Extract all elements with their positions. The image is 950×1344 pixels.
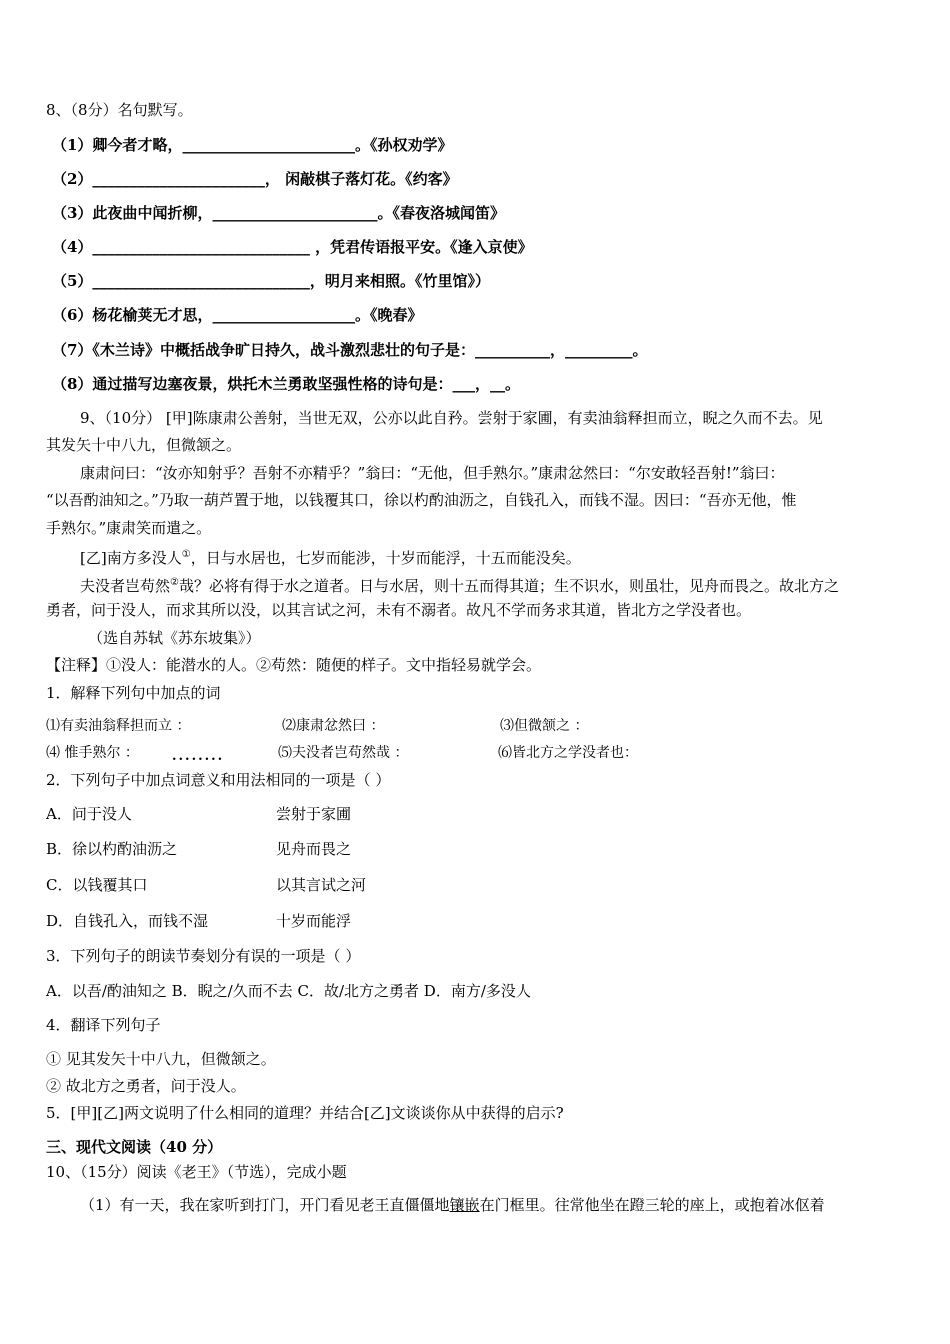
q9-s1-title: 1．解释下列句中加点的词 — [46, 684, 221, 702]
q10-header: 10、（15分）阅读《老王》（节选），完成小题 — [46, 1163, 347, 1181]
q9-s1-item-3: ⑶但微颔之 ： — [500, 718, 589, 734]
q9-p3-post: ，日与水居也，七岁而能涉，十岁而能浮，十五而能没矣。 — [190, 549, 581, 567]
q10-p1-pre: （1）有一天，我在家听到打门，开门看见老王直僵僵地 — [80, 1196, 450, 1214]
q8-item-8: （8）通过描写边塞夜景，烘托木兰勇敢坚强性格的诗句是：___，__。 — [52, 375, 520, 393]
q9-s1-item-4: ⑷ 惟手熟尔 ： — [46, 745, 139, 761]
q8-item-2: （2）_______________________， 闲敲棋子落灯花。《约客》 — [52, 170, 458, 188]
q8-item-3: （3）此夜曲中闻折柳，______________________。《春夜洛城闻笛》 — [52, 204, 505, 222]
q9-p4-post: 哉？必将有得于水之道者。日与水居，则十五而得其道；生不识水，则虽壮，见舟而畏之。故北方之 — [178, 577, 839, 595]
q10-p1-underlined: 镶嵌 — [449, 1196, 480, 1214]
q9-passage-line-1: 9、（10分） [甲]陈康肃公善射，当世无双，公亦以此自矜。尝射于家圃，有卖油翁释担而立，睨之久而不去。见 — [80, 409, 823, 427]
q9-s1-item-5: ⑸夫没者岂苟然哉 ： — [278, 745, 409, 761]
q9-note: 【注释】①没人：能潜水的人。②苟然：随便的样子。文中指轻易就学会。 — [46, 656, 542, 674]
q8-header: 8、（8分）名句默写。 — [46, 101, 193, 119]
footnote-ref-1: ① — [181, 549, 191, 560]
q9-passage-line-2: 其发矢十中八九，但微颔之。 — [46, 436, 242, 454]
q9-s2-option-d-right: 十岁而能浮 — [276, 912, 352, 930]
q9-s4-item-1: ① 见其发矢十中八九，但微颔之。 — [46, 1050, 276, 1068]
q9-s2-option-d-left: D．自钱孔入，而钱不湿 — [46, 912, 209, 930]
q8-item-1: （1）卿今者才略，_______________________。《孙权劝学》 — [52, 136, 453, 154]
q9-passage-line-5: 手熟尔。”康肃笑而遣之。 — [46, 519, 212, 537]
q9-passage-line-7 — [80, 573, 839, 596]
q9-s2-option-c-left: C．以钱覆其口 — [46, 876, 148, 894]
q9-s3-title: 3．下列句子的朗读节奏划分有误的一项是（ ） — [46, 947, 361, 965]
q10-passage-line-1 — [80, 1195, 825, 1215]
q9-passage-line-8: 勇者，问于没人，而求其所以没，以其言试之河，未有不溺者。故凡不学而务求其道，皆北方之学没者也。 — [46, 601, 752, 619]
q9-s1-item-2: ⑵康肃忿然曰 ： — [282, 718, 385, 734]
q9-s2-option-c-right: 以其言试之河 — [276, 876, 367, 894]
q9-s2-title: 2．下列句子中加点词意义和用法相同的一项是（ ） — [46, 771, 391, 789]
q8-item-4: （4）_____________________________ ，凭君传语报平安。《逢入京使》 — [52, 238, 533, 256]
q9-passage-line-3: 康肃问曰：“汝亦知射乎？吾射不亦精乎？”翁曰：“无他，但手熟尔。”康肃忿然曰：“尔安敢轻吾射!”翁曰： — [80, 464, 785, 482]
footnote-ref-2: ② — [170, 577, 179, 588]
q9-p3-pre: [乙]南方多没人 — [80, 549, 182, 567]
q8-item-7: （7）《木兰诗》中概括战争旷日持久，战斗激烈悲壮的句子是：__________，_________。 — [52, 341, 648, 359]
q9-s1-item-1: ⑴有卖油翁释担而立 ： — [46, 718, 191, 734]
q9-source: （选自苏轼《苏东坡集》） — [88, 629, 261, 647]
q8-item-6: （6）杨花榆荚无才思，___________________。《晚春》 — [52, 306, 423, 324]
q10-p1-post: 在门框里。往常他坐在蹬三轮的座上，或抱着冰伛着 — [479, 1196, 825, 1214]
q9-p4-pre: 夫没者岂苟然 — [80, 577, 171, 595]
q9-s5-title: 5．[甲][乙]两文说明了什么相同的道理？并结合[乙]文谈谈你从中获得的启示? — [46, 1104, 564, 1122]
emphasis-dots: ........ — [172, 749, 225, 764]
q9-passage-line-6 — [80, 545, 581, 568]
q8-item-5: （5）_____________________________，明月来相照。《竹里馆》） — [52, 272, 490, 290]
q9-s4-title: 4．翻译下列句子 — [46, 1016, 161, 1034]
q9-s2-option-a-left: A．问于没人 — [46, 805, 132, 823]
q9-s3-options: A．以吾/酌油知之 B．睨之/久而不去 C．故/北方之勇者 D．南方/多没人 — [46, 982, 531, 1000]
q9-s1-item-6: ⑹皆北方之学没者也： — [498, 745, 638, 761]
q9-s2-option-b-left: B．徐以杓酌油沥之 — [46, 840, 178, 858]
q9-s2-option-a-right: 尝射于家圃 — [276, 805, 352, 823]
q9-passage-line-4: “以吾酌油知之。”乃取一葫芦置于地，以钱覆其口，徐以杓酌油沥之，自钱孔入，而钱不湿。因曰：“吾亦无他，惟 — [46, 491, 797, 509]
q9-s4-item-2: ② 故北方之勇者，问于没人。 — [46, 1077, 246, 1095]
section-3-title: 三、现代文阅读（40 分） — [46, 1138, 223, 1156]
q9-s2-option-b-right: 见舟而畏之 — [276, 840, 352, 858]
